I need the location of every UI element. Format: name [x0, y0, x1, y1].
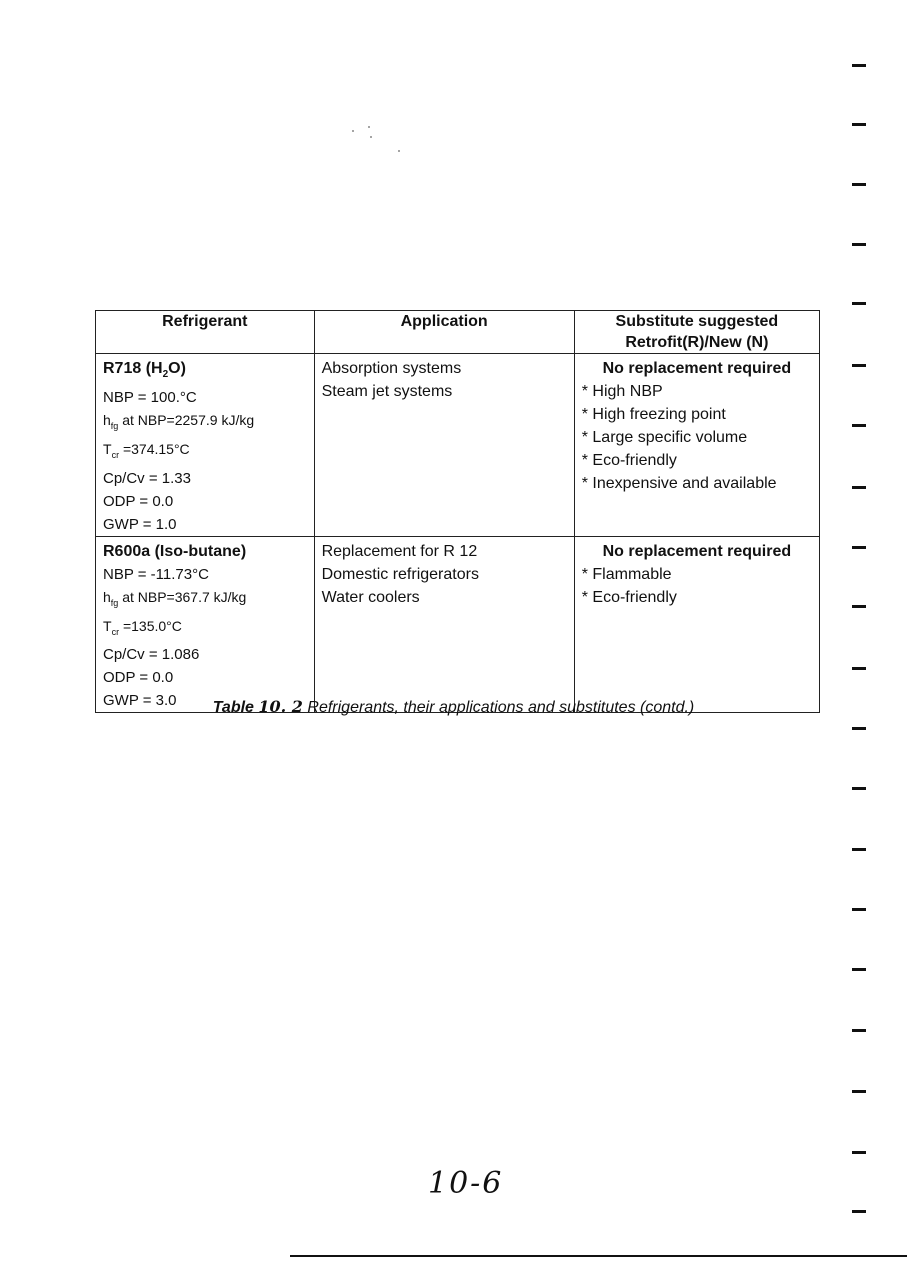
- header-application: [314, 311, 574, 354]
- substitute-point: * High freezing point: [581, 406, 726, 423]
- nbp-value: NBP = 100.°C: [103, 389, 197, 407]
- refrigerant-name: R600a (Iso-butane): [103, 542, 247, 560]
- tcr-value: $T_{cr} =374.15^\circ C$: [103, 440, 190, 460]
- hfg-value: $h_{fg}$ at NBP=367.7 kJ/kg: [103, 588, 247, 608]
- substitute-point: * Flammable: [581, 565, 672, 583]
- application-item: Steam jet systems: [321, 383, 453, 400]
- edge-mark: [852, 302, 866, 305]
- table-header-row: [96, 311, 820, 354]
- tcr-value: $T_{cr} =135.0^\circ C$: [103, 617, 182, 637]
- application-item: Domestic refrigerators: [321, 565, 479, 583]
- application-item: Replacement for R 12: [321, 542, 478, 560]
- edge-mark: [852, 64, 866, 67]
- table-row: [96, 536, 820, 713]
- nbp-value: NBP = -11.73°C: [103, 565, 209, 583]
- application-item: Absorption systems: [321, 360, 462, 377]
- gwp-value: GWP = 3.0: [103, 692, 177, 710]
- substitute-point: * Eco-friendly: [581, 588, 677, 606]
- odp-value: ODP = 0.0: [103, 492, 174, 510]
- caption-number: 10. 2: [258, 697, 303, 716]
- edge-mark: [852, 968, 866, 971]
- scan-speck: [352, 130, 354, 132]
- cpcv-value: Cp/Cv = 1.086: [103, 646, 200, 664]
- substitute-cell: [574, 354, 819, 537]
- refrigerants-table: [95, 310, 820, 713]
- edge-mark: [852, 605, 866, 608]
- refrigerant-cell: [96, 536, 315, 713]
- substitute-cell: [574, 536, 819, 713]
- edge-mark: [852, 848, 866, 851]
- refrigerant-name: R718 $(H_2O)$: [103, 360, 186, 381]
- caption-text: Refrigerants, their applications and substitutes (contd.): [302, 699, 695, 716]
- edge-mark: [852, 486, 866, 489]
- substitute-title: No replacement required: [602, 360, 792, 377]
- edge-mark: [852, 183, 866, 186]
- table-caption: [0, 697, 907, 717]
- edge-mark: [852, 787, 866, 790]
- substitute-point: * High NBP: [581, 383, 663, 400]
- header-substitute-sub: Retrofit(R)/New (N): [625, 334, 769, 351]
- scan-speck: [368, 126, 370, 128]
- substitute-point: * Large specific volume: [581, 429, 748, 446]
- header-substitute-label: Substitute suggested: [615, 313, 779, 330]
- gwp-value: GWP = 1.0: [103, 515, 177, 533]
- header-refrigerant: [96, 311, 315, 354]
- application-cell: [314, 354, 574, 537]
- edge-mark: [852, 424, 866, 427]
- scan-speck: [370, 136, 372, 138]
- substitute-point: * Eco-friendly: [581, 452, 677, 469]
- table-row: [96, 354, 820, 537]
- edge-mark: [852, 546, 866, 549]
- edge-mark: [852, 727, 866, 730]
- odp-value: ODP = 0.0: [103, 669, 174, 687]
- substitute-title: No replacement required: [602, 542, 792, 560]
- application-cell: [314, 536, 574, 713]
- edge-mark: [852, 364, 866, 367]
- application-item: Water coolers: [321, 588, 420, 606]
- hfg-value: $h_{fg}$ at NBP=2257.9 kJ/kg: [103, 412, 255, 431]
- bottom-rule: [290, 1255, 907, 1257]
- page-number: 10-6: [428, 1166, 504, 1201]
- edge-mark: [852, 1151, 866, 1154]
- header-substitute: [574, 311, 819, 354]
- caption-label: Table: [212, 699, 259, 716]
- edge-mark: [852, 667, 866, 670]
- edge-mark: [852, 243, 866, 246]
- scan-speck: [398, 150, 400, 152]
- header-application-label: Application: [400, 313, 488, 330]
- header-refrigerant-label: Refrigerant: [162, 313, 248, 330]
- substitute-point: * Inexpensive and available: [581, 475, 777, 492]
- edge-mark: [852, 1090, 866, 1093]
- edge-mark: [852, 1029, 866, 1032]
- edge-mark: [852, 123, 866, 126]
- edge-mark: [852, 908, 866, 911]
- refrigerant-cell: [96, 354, 315, 537]
- edge-mark: [852, 1210, 866, 1213]
- cpcv-value: Cp/Cv = 1.33: [103, 469, 191, 487]
